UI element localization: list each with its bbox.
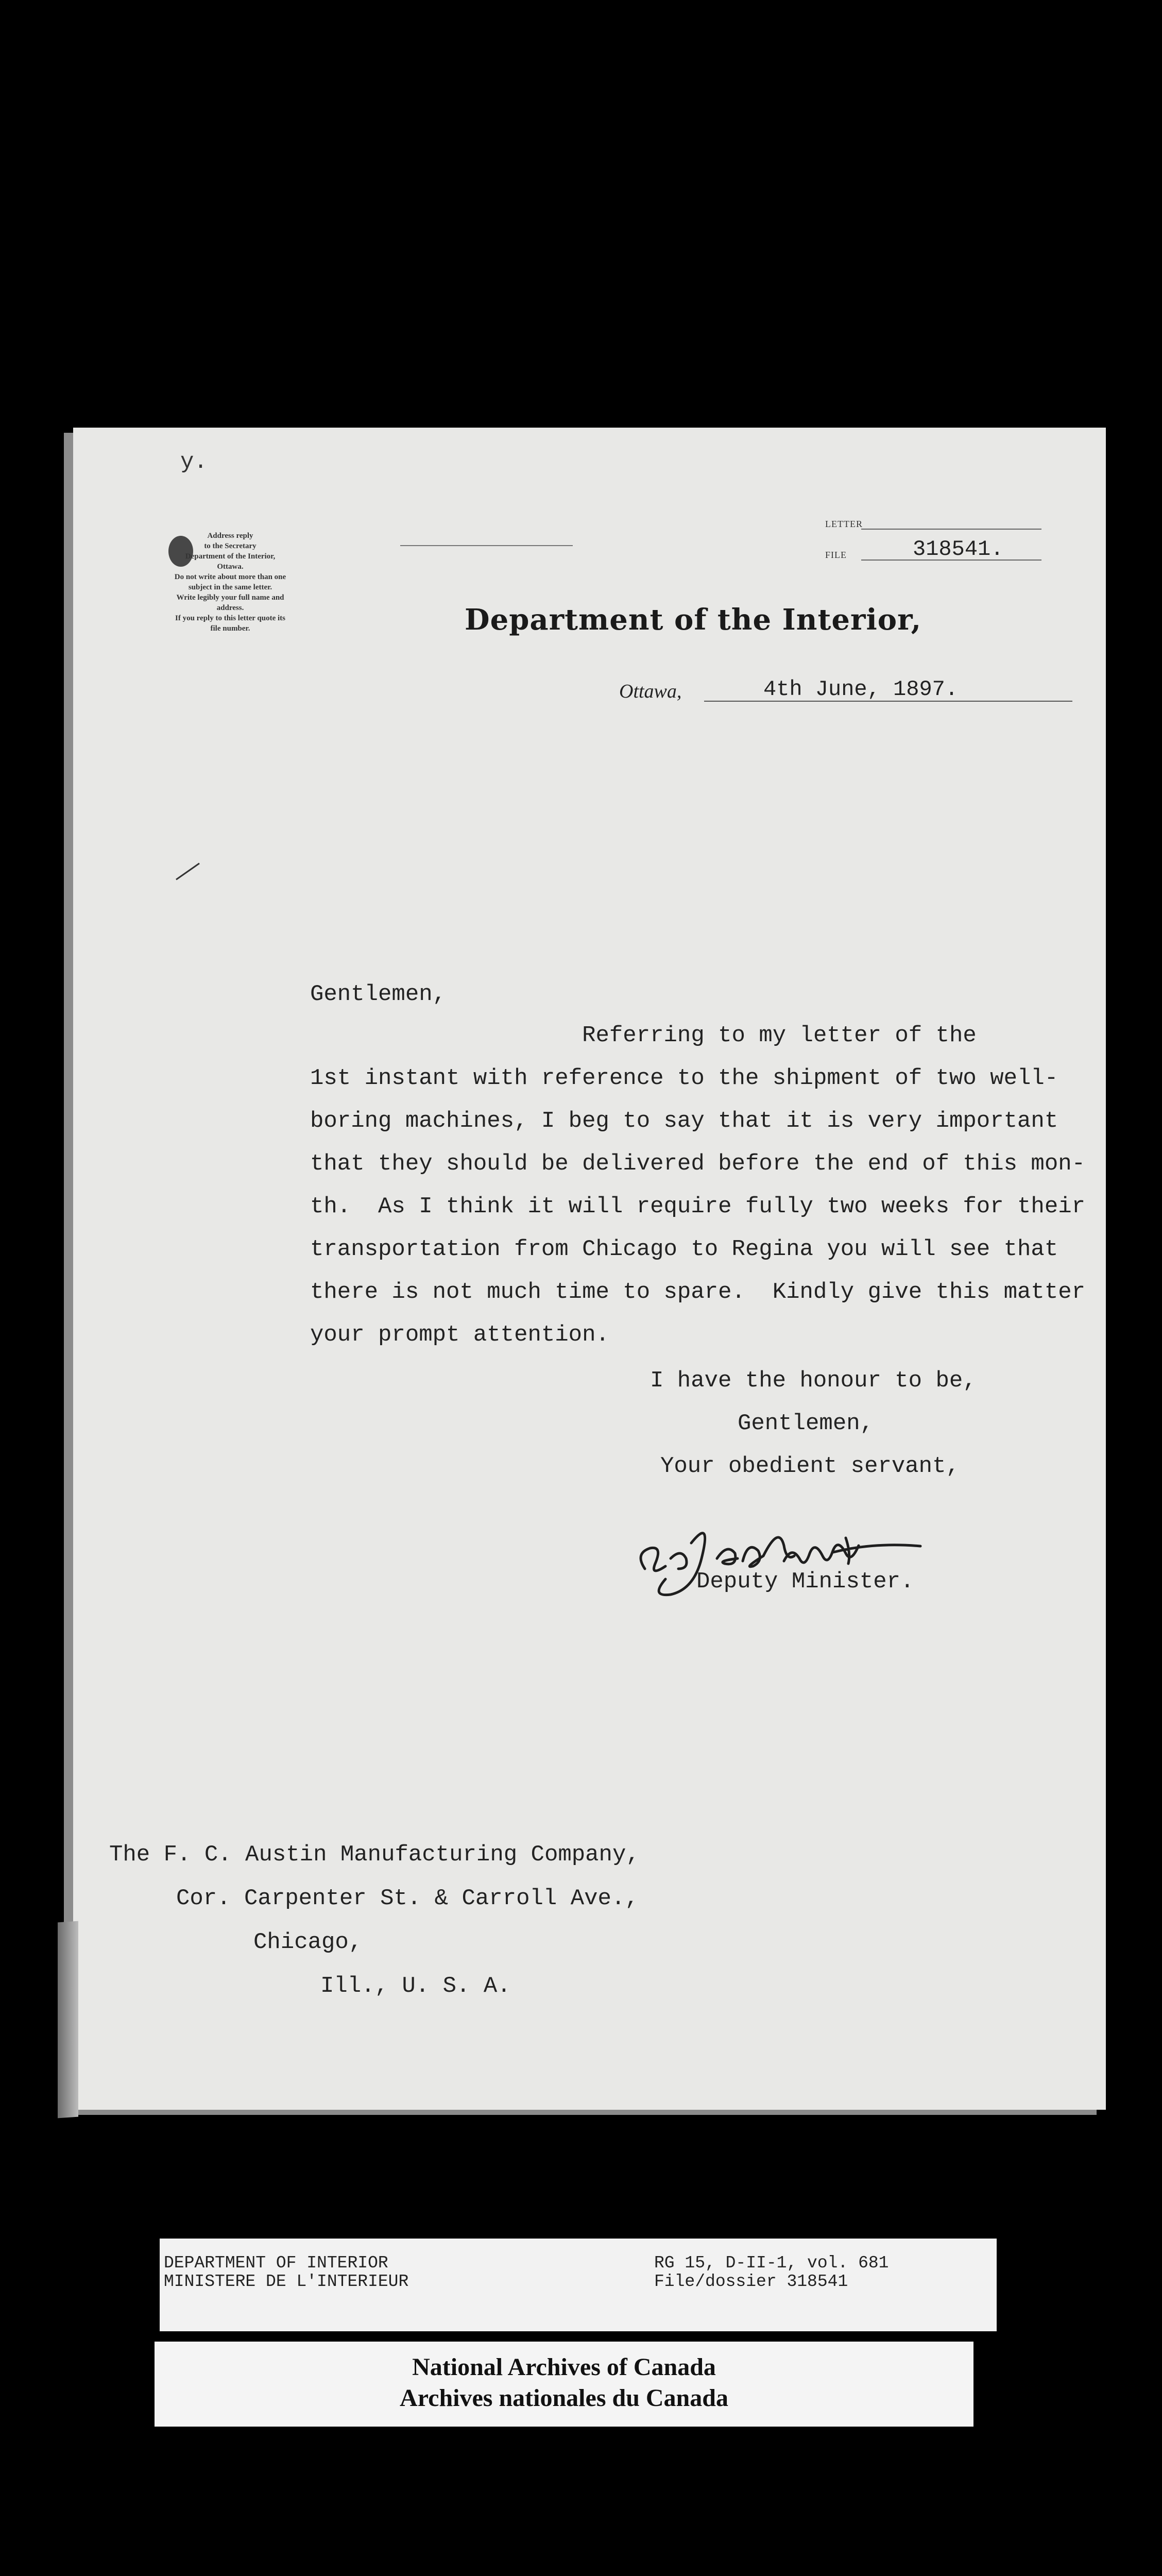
body-line: boring machines, I beg to say that it is very important xyxy=(310,1108,1058,1134)
archive-department xyxy=(164,2254,408,2291)
archive-reference xyxy=(654,2254,888,2291)
department-heading: Department of the Interior, xyxy=(465,603,922,637)
archive-dept-en: DEPARTMENT OF INTERIOR xyxy=(164,2253,388,2273)
salutation: Gentlemen, xyxy=(310,981,447,1007)
addressee-line: Cor. Carpenter St. & Carroll Ave., xyxy=(176,1886,639,1911)
file-ref-row xyxy=(825,536,1041,567)
address-instruction-line: Ottawa. xyxy=(217,563,244,571)
body-line: th. As I think it will require fully two weeks for their xyxy=(310,1194,1086,1219)
address-instruction-line: Address reply xyxy=(207,532,253,540)
closing-line: I have the honour to be, xyxy=(650,1368,977,1394)
closing-line: Your obedient servant, xyxy=(660,1453,960,1479)
body-line: there is not much time to spare. Kindly give this matter xyxy=(310,1279,1086,1305)
closing-line: Gentlemen, xyxy=(738,1411,874,1436)
date-place: Ottawa, xyxy=(619,681,682,702)
archive-file-ref: File/dossier 318541 xyxy=(654,2272,848,2291)
letter-rule xyxy=(861,529,1041,530)
archives-label xyxy=(155,2342,973,2427)
archives-name-fr: Archives nationales du Canada xyxy=(400,2384,728,2412)
reference-block xyxy=(825,505,1041,567)
address-instruction-line: Do not write about more than one xyxy=(174,573,286,581)
letter-date: 4th June, 1897. xyxy=(763,677,959,702)
address-instruction-line: subject in the same letter. xyxy=(188,583,272,591)
dateline xyxy=(619,675,1072,706)
address-instruction-line: file number. xyxy=(210,624,250,633)
address-instruction-line: Department of the Interior, xyxy=(185,552,276,561)
file-number: 318541. xyxy=(913,537,1004,562)
body-line: your prompt attention. xyxy=(310,1322,609,1348)
address-instruction-line: to the Secretary xyxy=(204,542,257,550)
body-line: that they should be delivered before the end of this mon- xyxy=(310,1151,1086,1177)
body-line: transportation from Chicago to Regina you will see that xyxy=(310,1236,1058,1262)
corner-mark: y. xyxy=(180,449,208,475)
address-instruction-line: Write legibly your full name and xyxy=(176,594,284,602)
letter-ref-row xyxy=(825,505,1041,536)
archive-reference-strip xyxy=(160,2239,997,2331)
address-instruction-line: If you reply to this letter quote its xyxy=(175,614,285,622)
addressee-line: Ill., U. S. A. xyxy=(320,1973,511,1999)
body-line: 1st instant with reference to the shipment of two well- xyxy=(310,1065,1058,1091)
address-instruction-line: address. xyxy=(216,604,244,612)
letter-sheet xyxy=(73,428,1106,2110)
archives-name-en: National Archives of Canada xyxy=(412,2353,716,2381)
addressee-line: Chicago, xyxy=(253,1929,363,1955)
letter-label: LETTER xyxy=(825,519,863,529)
file-label: FILE xyxy=(825,550,847,560)
archive-dept-fr: MINISTERE DE L'INTERIEUR xyxy=(164,2272,409,2291)
blank-rule xyxy=(400,545,573,546)
archive-record-group: RG 15, D-II-1, vol. 681 xyxy=(654,2253,889,2273)
signature-title: Deputy Minister. xyxy=(696,1569,914,1595)
body-line: Referring to my letter of the xyxy=(310,1023,977,1048)
pen-mark xyxy=(176,862,200,880)
page-edge-shadow xyxy=(58,1921,78,2119)
addressee-line: The F. C. Austin Manufacturing Company, xyxy=(109,1842,640,1868)
address-instructions xyxy=(143,531,318,634)
